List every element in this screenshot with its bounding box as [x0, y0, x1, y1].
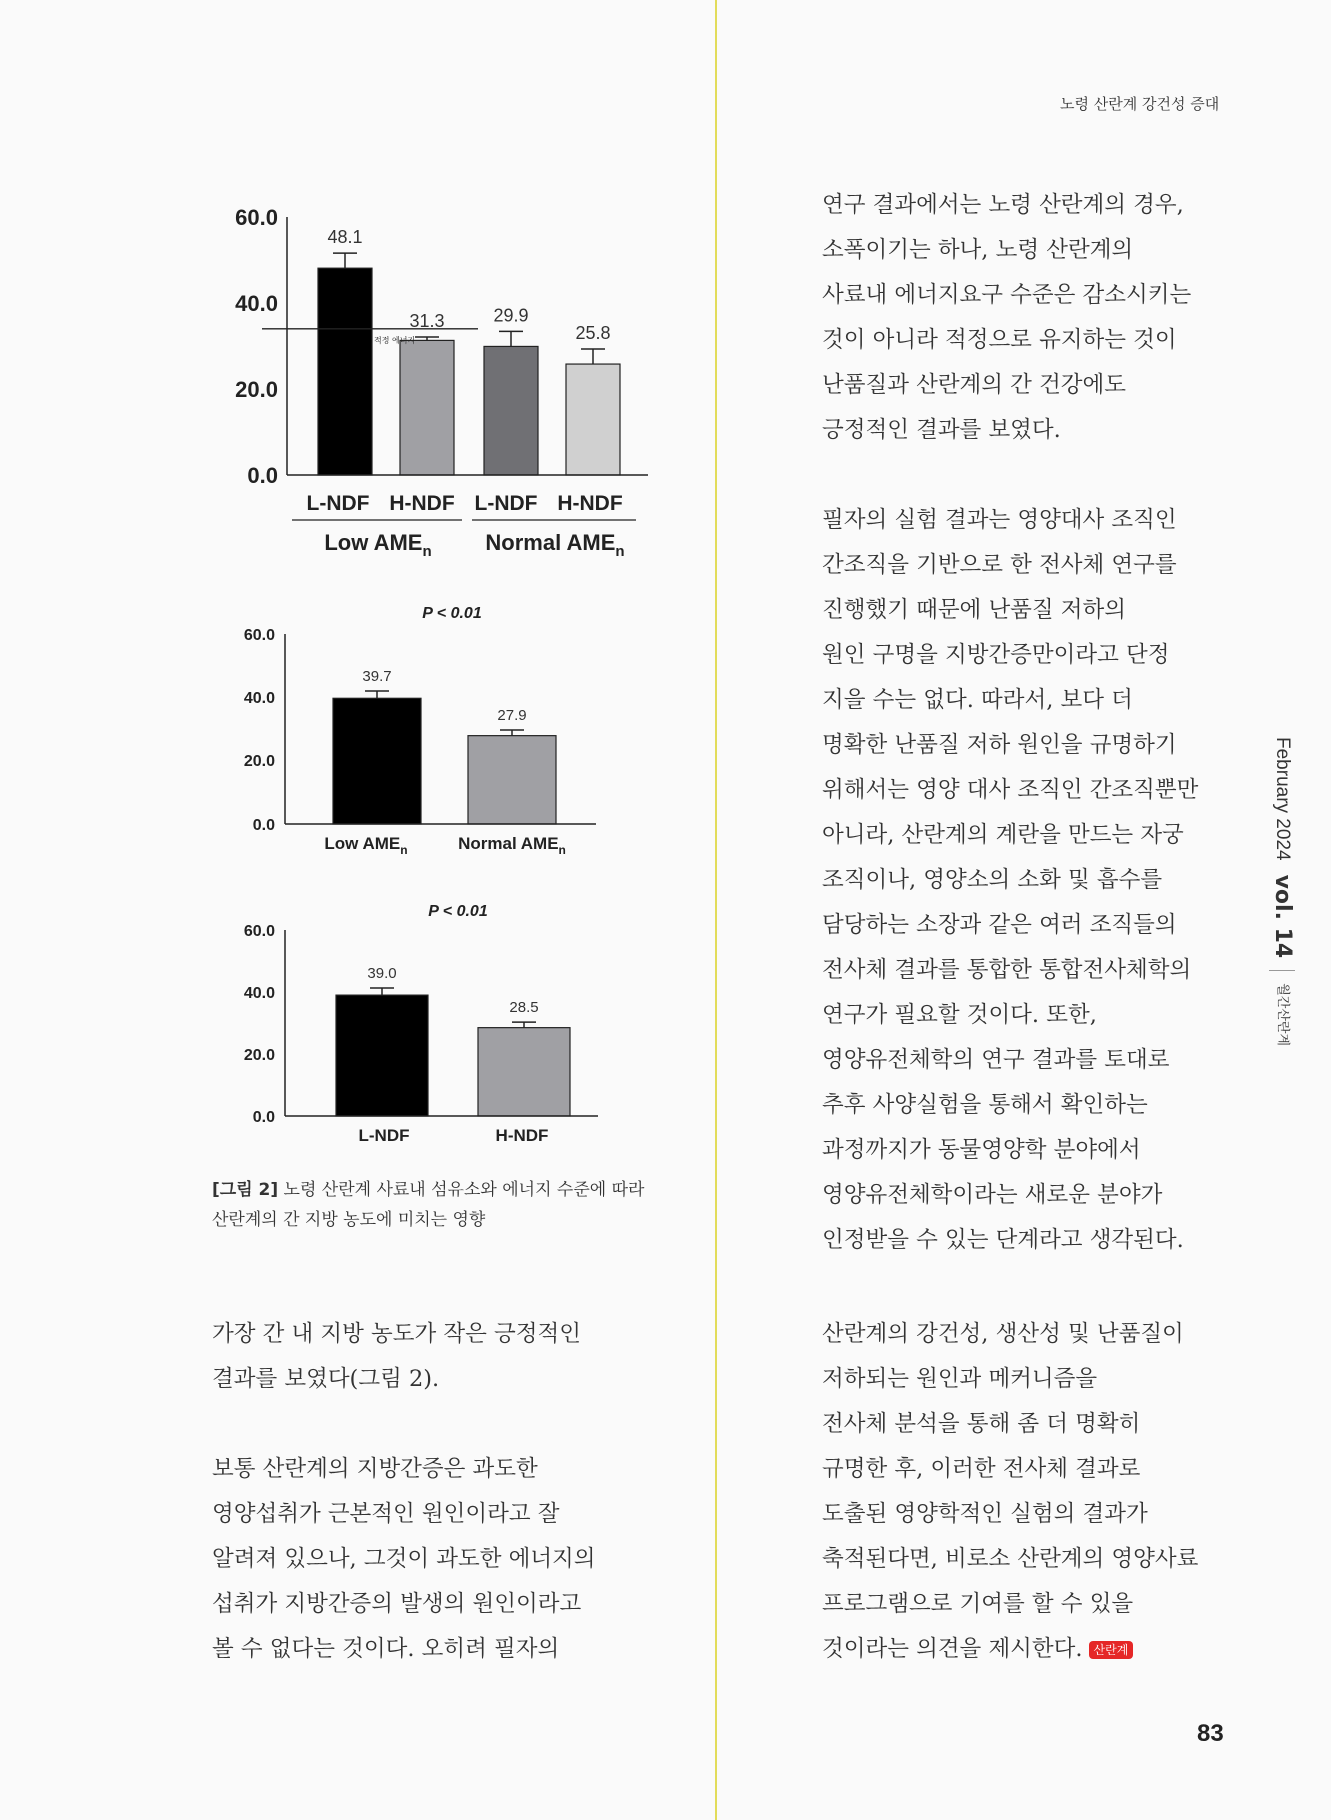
- chart-2-ytick: 20.0: [243, 753, 275, 770]
- data-label: 48.1: [327, 227, 363, 248]
- chart-2-title: P < 0.01: [422, 605, 482, 622]
- data-label: 31.3: [409, 310, 445, 331]
- caption-label: [그림 2]: [212, 1180, 279, 1200]
- text-line: 전사체 결과를 통합한 통합전사체학의: [822, 957, 1192, 983]
- text-line: 원인 구명을 지방간증만이라고 단정: [822, 642, 1170, 668]
- text-line: 것이 아니라 적정으로 유지하는 것이: [822, 327, 1177, 353]
- text-line: 필자의 실험 결과는 영양대사 조직인: [822, 507, 1177, 533]
- data-label: 39.0: [367, 964, 397, 982]
- chart-3-ytick: 60.0: [243, 923, 275, 940]
- text-line: 과정까지가 동물영양학 분야에서: [822, 1137, 1141, 1163]
- text-line: [822, 1627, 1198, 1672]
- text-line: 산란계의 강건성, 생산성 및 난품질이: [822, 1321, 1184, 1347]
- figure-chart-1: [200, 195, 670, 565]
- right-paragraph-1: [822, 183, 1191, 453]
- bar: [484, 346, 538, 475]
- text-line: 진행했기 때문에 난품질 저하의: [822, 597, 1127, 623]
- issue-volume: vol. 14: [1270, 874, 1296, 959]
- magazine-name: 월간산란계: [1275, 983, 1291, 1047]
- text-line: 긍정적인 결과를 보였다.: [822, 417, 1061, 443]
- chart-3-xlabel: H-NDF: [495, 1126, 549, 1145]
- chart-2-ytick: 0.0: [252, 817, 275, 834]
- text-line: 소폭이기는 하나, 노령 산란계의: [822, 237, 1134, 263]
- text-line: 간조직을 기반으로 한 전사체 연구를: [822, 552, 1177, 578]
- data-label: 39.7: [362, 668, 392, 685]
- chart-1-ytick: 20.0: [235, 377, 278, 402]
- left-paragraph-2: [212, 1447, 596, 1672]
- text-line: 추후 사양실험을 통해서 확인하는: [822, 1092, 1148, 1118]
- chart-3-ytick: 0.0: [252, 1109, 275, 1126]
- text-line: 인정받을 수 있는 단계라고 생각된다.: [822, 1227, 1184, 1253]
- chart-1-xlabel: H-NDF: [557, 492, 623, 515]
- bar: [333, 698, 421, 824]
- text-line: 프로그램으로 기여를 할 수 있을: [822, 1591, 1134, 1617]
- text-line: 가장 간 내 지방 농도가 작은 긍정적인: [212, 1321, 581, 1347]
- text-line: 도출된 영양학적인 실험의 결과가: [822, 1501, 1148, 1527]
- chart-1-ytick: 60.0: [235, 205, 278, 230]
- text-line: 지을 수는 없다. 따라서, 보다 더: [822, 687, 1133, 713]
- end-logo: 산란계: [1089, 1641, 1134, 1659]
- data-label: 28.5: [509, 999, 539, 1017]
- chart-2-xlabel: Low $AME_n$: [324, 834, 408, 857]
- text-line: 영양섭취가 근본적인 원인이라고 잘: [212, 1501, 560, 1527]
- chart-2-svg: [200, 598, 620, 858]
- text-line: 담당하는 소장과 같은 여러 조직들의: [822, 912, 1177, 938]
- bar: [468, 736, 556, 824]
- chart-3-ytick: 20.0: [243, 1047, 275, 1064]
- chart-1-ytick: 40.0: [235, 291, 278, 316]
- text-line: 저하되는 원인과 메커니즘을: [822, 1366, 1098, 1392]
- data-label: 25.8: [575, 323, 611, 344]
- text-line: 명확한 난품질 저하 원인을 규명하기: [822, 732, 1177, 758]
- chart-2-ytick: 40.0: [243, 690, 275, 707]
- chart-1-group-label: Low $AME_n$: [324, 530, 432, 560]
- bar: [566, 364, 620, 475]
- chart-1-svg: [200, 195, 670, 565]
- page-number: 83: [1197, 1720, 1224, 1747]
- text-line: 규명한 후, 이러한 전사체 결과로: [822, 1456, 1141, 1482]
- last-line-text: 것이라는 의견을 제시한다.: [822, 1636, 1083, 1662]
- text-line: 결과를 보였다(그림 2).: [212, 1366, 440, 1392]
- page-fold-line: [715, 0, 717, 1820]
- text-line: 조직이나, 영양소의 소화 및 흡수를: [822, 867, 1163, 893]
- side-divider: [1270, 970, 1296, 971]
- bar: [336, 995, 428, 1116]
- text-line: 영양유전체학의 연구 결과를 토대로: [822, 1047, 1170, 1073]
- text-line: 보통 산란계의 지방간증은 과도한: [212, 1456, 538, 1482]
- chart-1-annotation: 적정 에너지: [374, 336, 416, 345]
- text-line: 위해서는 영양 대사 조직인 간조직뿐만: [822, 777, 1199, 803]
- chart-3-xlabel: L-NDF: [358, 1126, 410, 1145]
- side-issue-label: [1262, 737, 1304, 1047]
- text-line: 연구 결과에서는 노령 산란계의 경우,: [822, 192, 1184, 218]
- chart-1-group-label: Normal $AME_n$: [485, 530, 625, 560]
- chart-2-xlabel: Normal $AME_n$: [458, 834, 566, 857]
- text-line: 볼 수 없다는 것이다. 오히려 필자의: [212, 1636, 560, 1662]
- text-line: 섭취가 지방간증의 발생의 원인이라고: [212, 1591, 582, 1617]
- bar: [318, 268, 372, 475]
- chart-1-ytick: 0.0: [247, 463, 278, 488]
- issue-date: February 2024: [1272, 737, 1294, 861]
- text-line: 영양유전체학이라는 새로운 분야가: [822, 1182, 1163, 1208]
- caption-text: 노령 산란계 사료내 섬유소와 에너지 수준에 따라 산란계의 간 지방 농도에 미치는 영향: [212, 1180, 645, 1230]
- chart-3-ytick: 40.0: [243, 985, 275, 1002]
- bar: [478, 1028, 570, 1116]
- text-line: 아니라, 산란계의 계란을 만드는 자궁: [822, 822, 1184, 848]
- bar: [400, 340, 454, 475]
- data-label: 27.9: [497, 706, 527, 724]
- chart-3-title: P < 0.01: [428, 903, 488, 920]
- chart-1-xlabel: L-NDF: [474, 492, 538, 515]
- figure-chart-2: [200, 598, 620, 858]
- text-line: 알려져 있으나, 그것이 과도한 에너지의: [212, 1546, 596, 1572]
- figure-chart-3: [200, 896, 620, 1146]
- right-paragraph-3: [822, 1312, 1198, 1672]
- chart-3-svg: [200, 896, 620, 1146]
- text-line: 축적된다면, 비로소 산란계의 영양사료: [822, 1546, 1199, 1572]
- chart-1-xlabel: H-NDF: [389, 492, 455, 515]
- right-paragraph-2: [822, 498, 1198, 1263]
- data-label: 29.9: [493, 305, 529, 326]
- chart-1-xlabel: L-NDF: [306, 492, 370, 515]
- figure-caption: [212, 1175, 652, 1235]
- left-paragraph-1: [212, 1312, 581, 1402]
- text-line: 난품질과 산란계의 간 건강에도: [822, 372, 1127, 398]
- chart-2-ytick: 60.0: [243, 627, 275, 644]
- text-line: 연구가 필요할 것이다. 또한,: [822, 1002, 1097, 1028]
- text-line: 사료내 에너지요구 수준은 감소시키는: [822, 282, 1192, 308]
- text-line: 전사체 분석을 통해 좀 더 명확히: [822, 1411, 1141, 1437]
- running-header: 노령 산란계 강건성 증대: [1060, 95, 1220, 113]
